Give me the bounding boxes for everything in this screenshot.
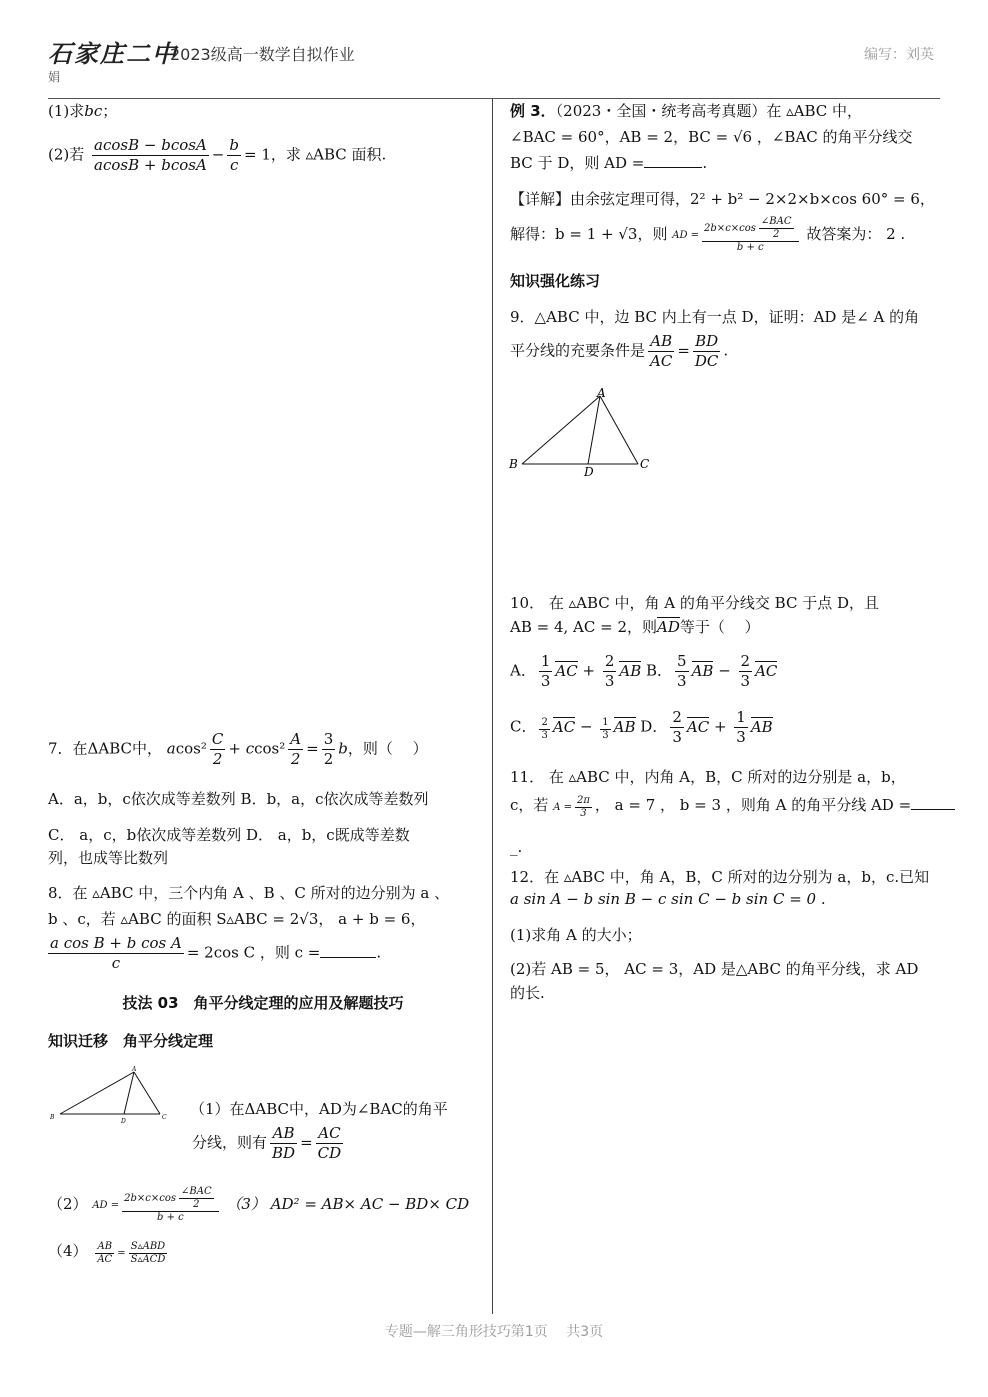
side-ab (60, 1072, 134, 1114)
question-8-line-1: 8．在 ▵ABC 中，三个内角 A 、B 、C 所对的边分别为 a 、 (48, 884, 450, 902)
header-author: 编写：刘英 (864, 47, 934, 63)
question-12-part-2: (2)若 AB = 5， AC = 3，AD 是△ABC 的角平分线，求 AD (510, 960, 919, 978)
angle-bisector-figure-small (48, 1066, 170, 1128)
theorem-1-line-2: 分线，则有 $\frac{AB}{BD}$ = $\frac{AC}{CD}$ (192, 1124, 342, 1162)
header-divider (48, 98, 940, 99)
question-6-part-2: (2)若 $\frac{acosB - bcosA}{acosB + bcosA}$ − $\frac{b}{c}$ = 1，求 ▵ABC 面积. (48, 136, 387, 174)
question-12-line-2: a sin A − b sin B − c sin C − b sin C = 0 . (510, 890, 826, 908)
vertex-b-label: B (50, 1114, 55, 1121)
question-9-line-1: 9．△ABC 中，边 BC 内上有一点 D，证明：AD 是∠ A 的角 (510, 308, 920, 326)
question-10-options-ab: A． $\frac{1}{3}$ AC + $\frac{2}{3}$ AB B． $\frac{5}{3}$ AB − $\frac{2}{3}$ AC (510, 652, 778, 690)
side-ab (522, 396, 600, 464)
answer-blank (644, 153, 702, 168)
vertex-c-label: C (640, 457, 650, 471)
question-8-line-2: b 、c，若 ▵ABC 的面积 S▵ABC = 2√3， a + b = 6， (48, 910, 426, 928)
question-7-option-d-cont: 列，也成等比数列 (48, 849, 169, 867)
question-6-part-1: (1)求bc； (48, 102, 118, 120)
question-12-part-2-cont: 的长. (510, 984, 545, 1002)
theorem-4: （4） $\frac{AB}{AC}$ = $\frac{\text{S▵ABD}}{\text{S▵ACD}}$ (48, 1241, 166, 1265)
point-d-label: D (584, 465, 594, 479)
side-ac (134, 1072, 160, 1114)
page-footer: 专题—解三角形技巧第1页 共3页 (384, 1324, 604, 1340)
solution-line-1: 【详解】由余弦定理可得，2² + b² − 2×2×b×cos 60° = 6， (510, 190, 935, 208)
question-7: 7．在ΔABC中， acos² $\frac{C}{2}$ + ccos² $\frac{A}{2}$ = $\frac{3}{2}$ b，则（ ） (48, 730, 428, 768)
question-11-line-1: 11． 在 ▵ABC 中，内角 A，B，C 所对的边分别是 a，b， (510, 768, 906, 786)
example-3-line-2: ∠BAC = 60°，AB = 2，BC = √6 ，∠BAC 的角平分线交 (510, 128, 913, 146)
bisector-ad (124, 1072, 134, 1114)
theorem-1-line-1: （1）在ΔABC中，AD为∠BAC的角平 (190, 1100, 448, 1118)
question-10-options-cd: C． $\frac{2}{3}$ AC − $\frac{1}{3}$ AB D． $\frac{2}{3}$ AC + $\frac{1}{3}$ AB (510, 708, 773, 746)
question-7-option-ab: A．a，b，c依次成等差数列 B．b，a，c依次成等差数列 (48, 790, 429, 808)
question-8-line-3: $\frac{\text{a cos B + b cos A}}{c}$ = 2cos C ，则 c = . (50, 934, 382, 972)
solution-line-2: 解得：b = 1 + √3，则 AD = 2b×c×cos $\frac{\text{∠BAC}}{2}$ b + c 故答案为： 2 . (510, 216, 906, 253)
header-title: 2023级高一数学自拟作业 (170, 45, 355, 64)
question-10-line-1: 10． 在 ▵ABC 中，角 A 的角平分线交 BC 于点 D，且 (510, 594, 880, 612)
question-7-option-cd: C． a，c，b依次成等差数列 D． a，b，c既成等差数 (48, 826, 410, 844)
angle-bisector-figure (506, 384, 656, 480)
answer-blank (911, 795, 955, 810)
vertex-c-label: C (162, 1114, 167, 1121)
example-3-line-1: 例 3．（2023・全国・统考高考真题）在 ▵ABC 中， (510, 102, 863, 120)
section-title: 技法 03 角平分线定理的应用及解题技巧 (122, 994, 404, 1012)
question-12-line-1: 12．在 ▵ABC 中，角 A，B，C 所对的边分别为 a，b，c.已知 (510, 868, 930, 886)
question-10-line-2: AB = 4, AC = 2，则AD等于（ ） (510, 618, 760, 636)
question-9-line-2: 平分线的充要条件是 $\frac{AB}{AC}$ = $\frac{BD}{DC}$ . (510, 332, 729, 370)
practice-title: 知识强化练习 (510, 272, 601, 290)
vertex-a-label: A (597, 386, 606, 400)
question-12-part-1: (1)求角 A 的大小； (510, 926, 642, 944)
bisector-ad (588, 396, 600, 464)
vertex-b-label: B (509, 457, 518, 471)
school-logo: 石家庄二中 (48, 39, 178, 68)
example-3-line-3: BC 于 D，则 AD = . (510, 154, 708, 172)
question-11-line-3: _. (510, 838, 523, 856)
header-title-continuation: 娟 (48, 70, 61, 84)
subsection-title: 知识迁移 角平分线定理 (48, 1032, 214, 1050)
theorem-2-3: （2） AD = 2b×c×cos $\frac{\text{∠BAC}}{2}$ b + c （3） AD² = AB× AC − BD× CD (48, 1186, 470, 1223)
question-11-line-2: c，若 A = $\frac{2\pi}{3}$ ， a = 7 ， b = 3 ，则角 A 的角平分线 AD = (510, 794, 966, 820)
vertex-a-label: A (132, 1066, 137, 1073)
column-divider (492, 99, 493, 1314)
answer-blank (320, 943, 376, 958)
point-d-label: D (121, 1118, 126, 1125)
side-ac (600, 396, 638, 464)
